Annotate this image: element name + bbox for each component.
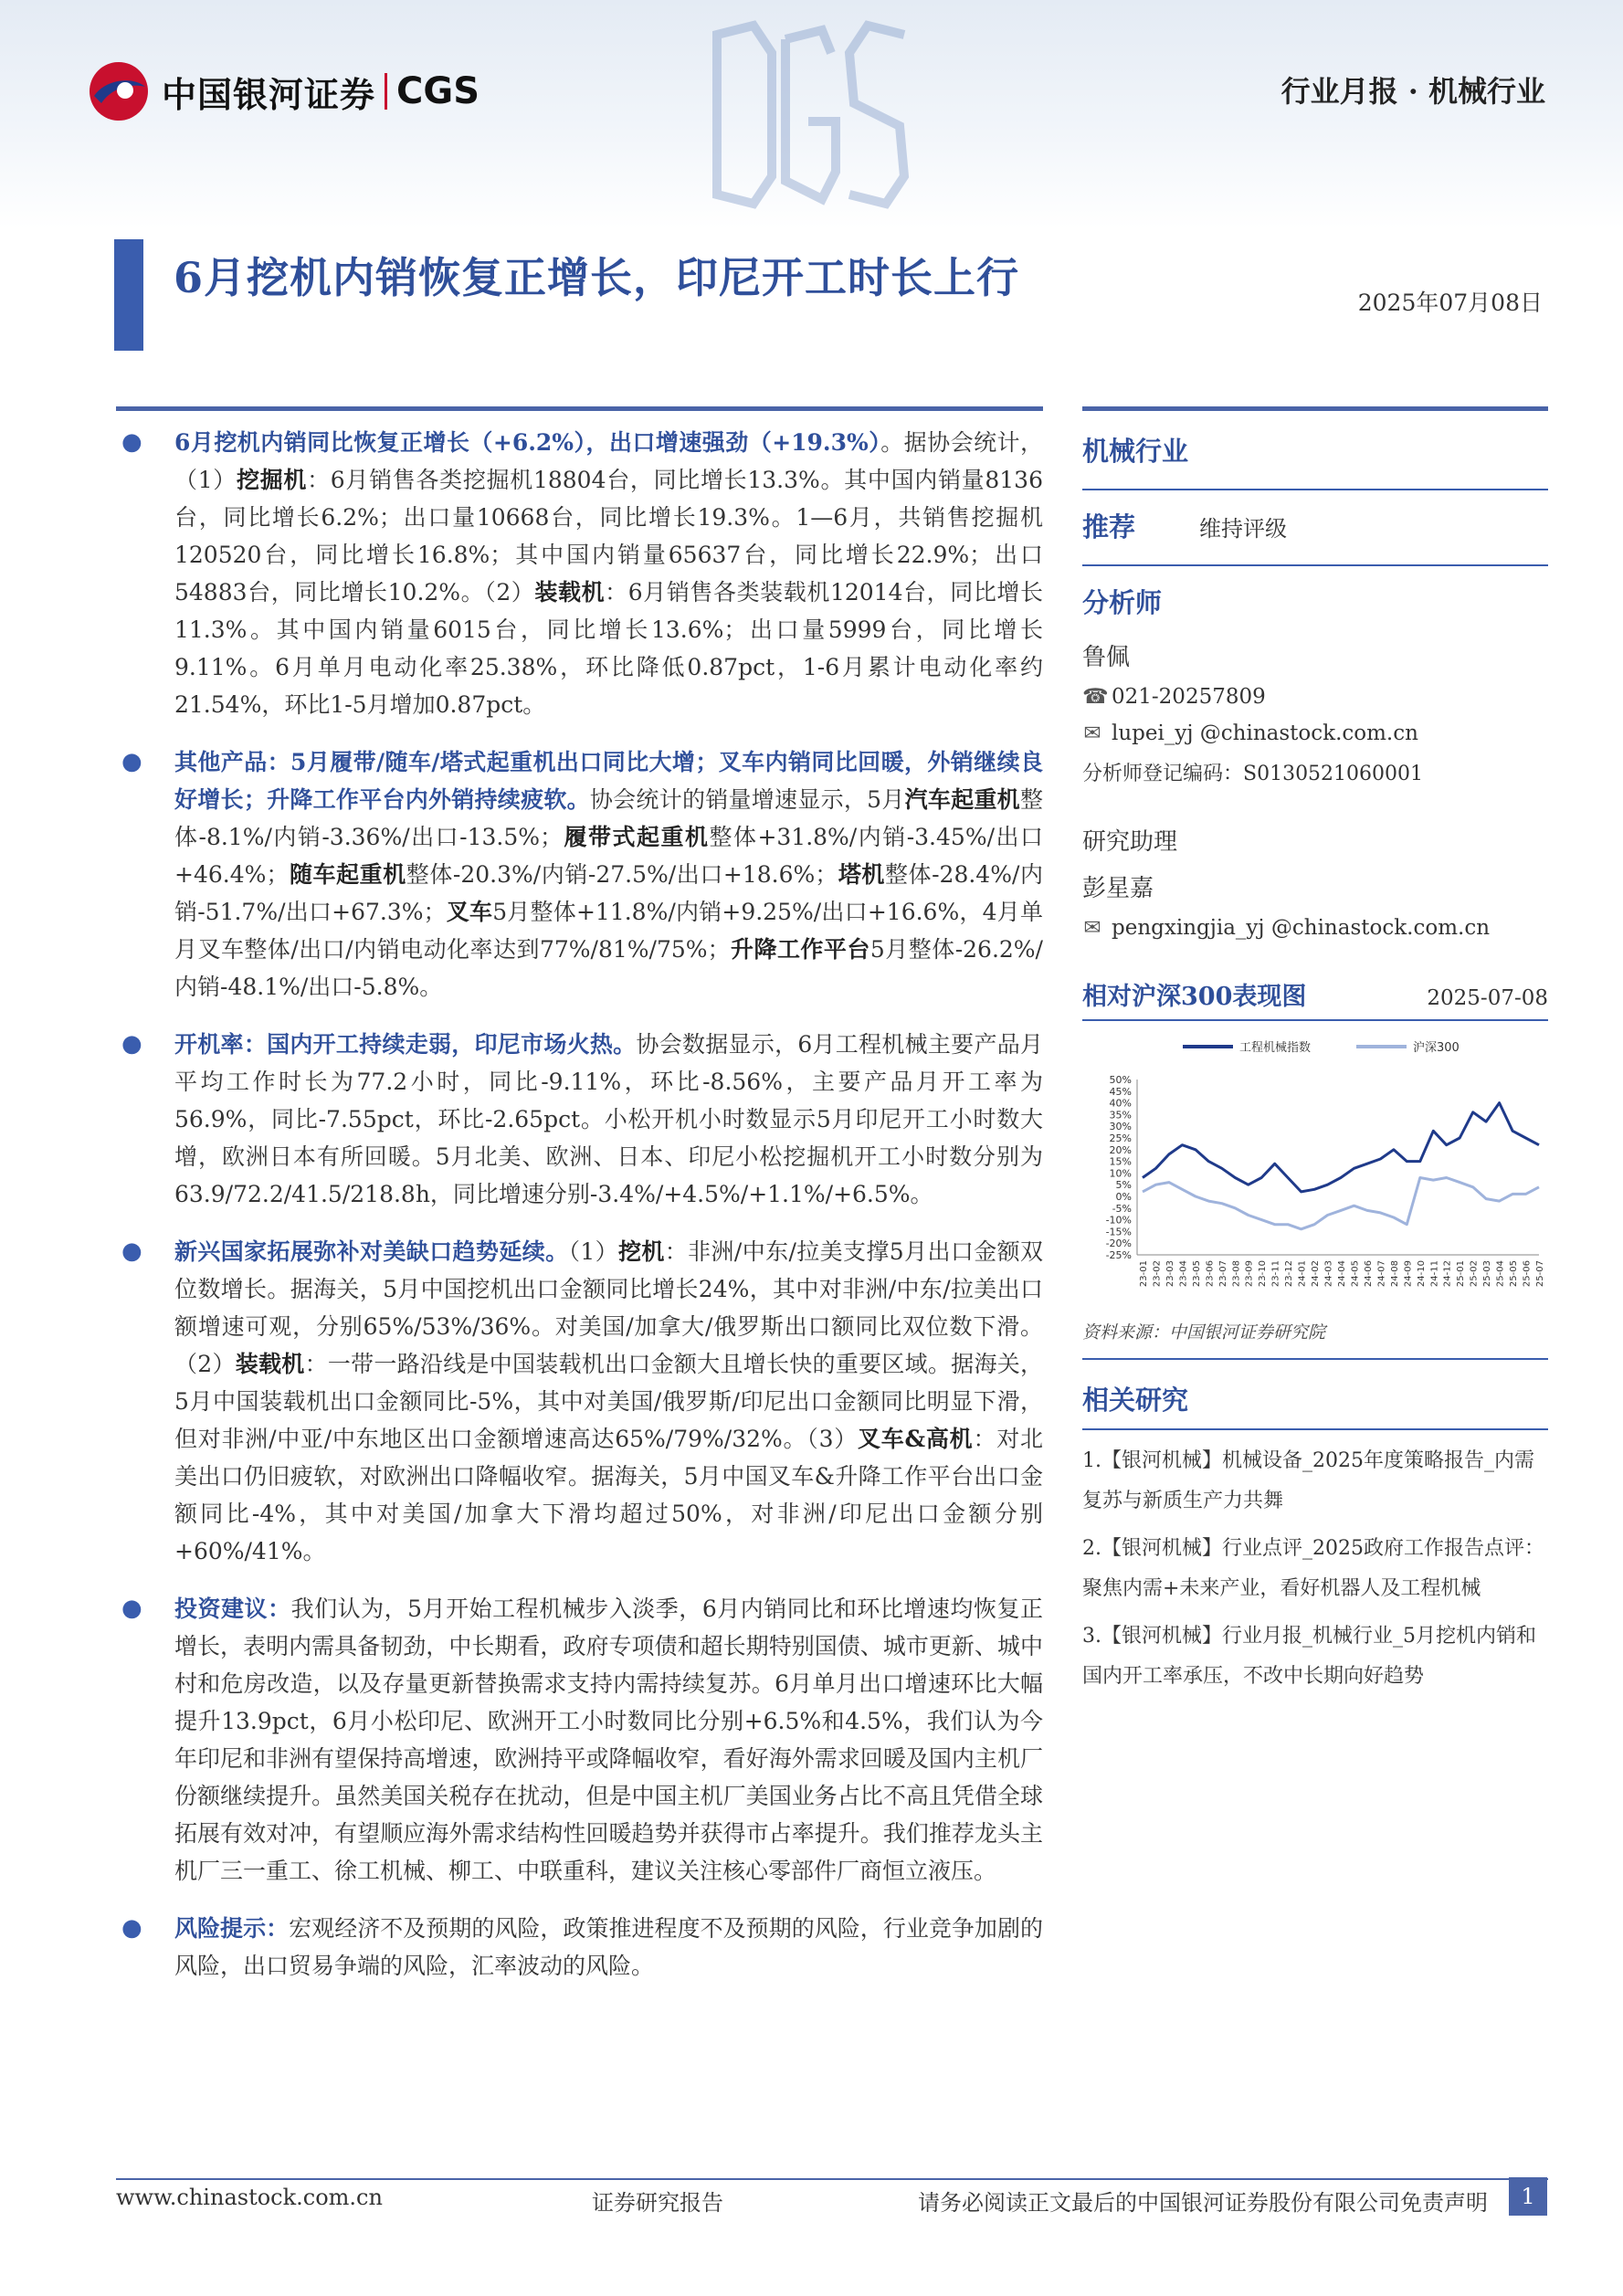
assistant-name: 彭星嘉 [1082, 875, 1154, 902]
para-heading: 开机率：国内开工持续走弱，印尼市场火热。 [174, 1031, 637, 1058]
rating-value: 维持评级 [1199, 516, 1288, 542]
para-text: ：对北美出口仍旧疲软，对欧洲出口降幅收窄。据海关，5月中国叉车&升降工作平台出口金额同比-4%，其中对美国/加拿大下滑均超过50%，对非洲/印尼出口金额分别+60%/41%。 [174, 1426, 1043, 1564]
x-tick-label: 23-10 [1258, 1260, 1269, 1288]
para-heading: 投资建议： [174, 1596, 291, 1622]
series-line [1143, 1103, 1539, 1192]
y-tick-label: 35% [1109, 1109, 1132, 1122]
y-tick-label: 20% [1109, 1143, 1132, 1156]
para-heading: 新兴国家拓展弥补对美缺口趋势延续。 [174, 1238, 569, 1265]
logo-chinese-name: 中国银河证券 [162, 74, 376, 115]
x-tick-label: 24-01 [1297, 1260, 1308, 1288]
bullet-icon: ● [121, 428, 142, 456]
analyst-name: 鲁佩 [1082, 644, 1131, 671]
x-tick-label: 25-04 [1495, 1260, 1506, 1288]
industry-label: 机械行业 [1082, 436, 1189, 467]
y-tick-label: 45% [1109, 1085, 1132, 1098]
chart-header [1082, 976, 1548, 1012]
x-tick-label: 25-03 [1482, 1260, 1493, 1288]
assistant-heading: 研究助理 [1082, 828, 1178, 856]
x-tick-label: 24-12 [1442, 1260, 1453, 1288]
assistant-email[interactable]: pengxingjia_yj @chinastock.com.cn [1112, 916, 1491, 940]
cgs-watermark-logo [708, 16, 918, 213]
galaxy-logo-icon [87, 59, 151, 123]
para-bold: 升降工作平台 [730, 936, 870, 963]
sidebar [1082, 406, 1548, 1697]
chart-x-axis [1137, 1255, 1545, 1287]
y-tick-label: 30% [1109, 1121, 1132, 1133]
para-bold: 挖机 [618, 1238, 665, 1265]
y-tick-label: 0% [1115, 1191, 1132, 1203]
chart-date: 2025-07-08 [1427, 986, 1548, 1010]
legend-label: 工程机械指数 [1239, 1041, 1312, 1055]
sidebar-divider [1082, 1428, 1548, 1430]
main-content [116, 406, 1043, 2005]
para-bold: 装载机 [235, 1351, 305, 1377]
x-tick-label: 24-08 [1389, 1260, 1400, 1288]
y-tick-label: -20% [1105, 1238, 1132, 1250]
paragraph-other-products [116, 743, 1043, 1006]
assistant-email-row [1082, 916, 1548, 940]
analyst-registration: 分析师登记编码：S0130521060001 [1082, 763, 1424, 785]
x-tick-label: 25-06 [1522, 1260, 1533, 1288]
rating-row [1082, 507, 1548, 544]
x-tick-label: 23-12 [1284, 1260, 1295, 1288]
report-date: 2025年07月08日 [1357, 290, 1543, 316]
mail-icon: ✉ [1083, 916, 1101, 940]
y-tick-label: 15% [1109, 1155, 1132, 1168]
paragraph-investment-advice [116, 1590, 1043, 1890]
footer-disclaimer: 请务必阅读正文最后的中国银河证券股份有限公司免责声明 [918, 2190, 1488, 2216]
para-text: 。据协会统计，（1） [174, 429, 1043, 493]
x-tick-label: 24-05 [1350, 1260, 1361, 1288]
legend-label: 沪深300 [1413, 1041, 1460, 1055]
sidebar-divider [1082, 489, 1548, 490]
para-text: （1） [568, 1238, 618, 1265]
analyst-email-row [1082, 721, 1548, 745]
para-text: 整体+31.8%/内销-3.45%/出口+46.4%； [174, 824, 1043, 888]
para-text: 宏观经济不及预期的风险，政策推进程度不及预期的风险，行业竞争加剧的风险，出口贸易争端的风险，汇率波动的风险。 [174, 1915, 1043, 1979]
logo-divider [385, 73, 387, 110]
para-text: 我们认为，5月开始工程机械步入淡季，6月内销同比和环比增速均恢复正增长，表明内需具备韧劲，中长期看，政府专项债和超长期特别国债、城市更新、城中村和危房改造，以及存量更新替换需求支持内需持续复苏。6月单月出口增速环比大幅提升13.9pct，6月小松印尼、欧洲开工小时数同比分别+6.5%和4.5%，我们认为今年印尼和非洲有望保持高增速，欧洲持平或降幅收窄，看好海外需求回暖及国内主机厂份额继续提升。虽然美国关税存在扰动，但是中国主机厂美国业务占比不高且凭借全球拓展有效对冲，有望顺应海外需求结构性回暖趋势并获得市占率提升。我们推荐龙头主机厂三一重工、徐工机械、柳工、中联重科，建议关注核心零部件厂商恒立液压。 [174, 1596, 1043, 1884]
analyst-email[interactable]: lupei_yj @chinastock.com.cn [1112, 721, 1418, 745]
main-top-rule [116, 406, 1043, 411]
x-tick-label: 23-07 [1217, 1260, 1228, 1288]
chart-y-axis [1106, 1074, 1137, 1261]
chart-heading: 相对沪深300表现图 [1082, 983, 1307, 1011]
sidebar-divider [1082, 564, 1548, 566]
paragraph-emerging-markets [116, 1233, 1043, 1570]
x-tick-label: 23-09 [1244, 1260, 1255, 1288]
company-logo [87, 59, 480, 123]
para-bold: 随车起重机 [289, 861, 406, 888]
chart-legend [1183, 1040, 1460, 1055]
y-tick-label: 10% [1109, 1167, 1132, 1180]
x-tick-label: 23-04 [1178, 1260, 1189, 1288]
para-text: 5月整体+11.8%/内销+9.25%/出口+16.6%，4月单月叉车整体/出口/内销电动化率达到77%/81%/75%； [174, 899, 1043, 963]
paragraph-utilization [116, 1026, 1043, 1213]
paragraph-risk-warning [116, 1910, 1043, 1985]
y-tick-label: -5% [1112, 1202, 1132, 1215]
para-text: 整体-20.3%/内销-27.5%/出口+18.6%； [406, 861, 838, 888]
para-bold: 汽车起重机 [904, 786, 1020, 813]
analyst-phone-row [1082, 685, 1548, 709]
x-tick-label: 23-11 [1270, 1260, 1281, 1288]
x-tick-label: 25-01 [1456, 1260, 1467, 1288]
related-research-heading: 相关研究 [1082, 1385, 1189, 1416]
bullet-icon: ● [121, 748, 142, 775]
y-tick-label: -25% [1105, 1249, 1132, 1261]
phone-icon: ☎ [1082, 685, 1109, 709]
chart-source: 资料来源：中国银河证券研究院 [1082, 1322, 1326, 1343]
para-text: 协会数据显示，6月工程机械主要产品月平均工作时长为77.2小时，同比-9.11%，环比-8.56%，主要产品月开工率为56.9%，同比-7.55pct，环比-2.65pct。小松开机小时数显示5月印尼开工小时数大增，欧洲日本有所回暖。5月北美、欧洲、日本、印尼小松挖掘机开工小时数分别为63.9/72.2/41.5/218.8h，同比增速分别-3.4%/+4.5%/+1.1%/+6.5%。 [174, 1031, 1043, 1207]
para-text: 协会统计的销量增速显示，5月 [589, 786, 905, 813]
bullet-icon: ● [121, 1238, 142, 1265]
y-tick-label: -10% [1105, 1214, 1132, 1227]
paragraph-excavator-sales [116, 424, 1043, 723]
para-text: 5月整体-26.2%/内销-48.1%/出口-5.8%。 [174, 936, 1043, 1000]
x-tick-label: 24-06 [1363, 1260, 1374, 1288]
mail-icon: ✉ [1083, 721, 1101, 745]
x-tick-label: 25-05 [1509, 1260, 1520, 1288]
related-research-list [1082, 1441, 1548, 1697]
footer-center-label: 证券研究报告 [592, 2190, 723, 2216]
x-tick-label: 23-02 [1152, 1260, 1163, 1288]
x-tick-label: 23-05 [1191, 1260, 1202, 1288]
x-tick-label: 24-09 [1403, 1260, 1414, 1288]
para-text: ：一带一路沿线是中国装载机出口金额大且增长快的重要区域。据海关，5月中国装载机出口金额同比-5%，其中对美国/俄罗斯/印尼出口金额同比明显下滑，但对非洲/中亚/中东地区出口金额增速高达65%/79%/32%。（3） [174, 1351, 1043, 1452]
x-tick-label: 23-08 [1231, 1260, 1242, 1288]
para-text: ：6月销售各类挖掘机18804台，同比增长13.3%。其中国内销量8136台，同比增长6.2%；出口量10668台，同比增长19.3%。1—6月，共销售挖掘机120520台，同比增长16.8%；其中国内销量65637台，同比增长22.9%；出口54883台，同比增长10.2%。（2） [174, 467, 1043, 606]
x-tick-label: 25-02 [1469, 1260, 1480, 1288]
x-tick-label: 23-01 [1139, 1260, 1149, 1288]
title-accent-bar [114, 239, 143, 351]
x-tick-label: 24-07 [1376, 1260, 1387, 1288]
para-bold: 履带式起重机 [563, 824, 710, 850]
para-text: 整体-28.4%/内销-51.7%/出口+67.3%； [174, 861, 1043, 925]
para-heading: 6月挖机内销同比恢复正增长（+6.2%），出口增速强劲（+19.3%） [174, 429, 881, 456]
para-heading: 风险提示： [174, 1915, 290, 1942]
x-tick-label: 25-07 [1535, 1260, 1545, 1288]
related-research-item[interactable]: 3.【银河机械】行业月报_机械行业_5月挖机内销和国内开工率承压，不改中长期向好趋势 [1082, 1625, 1536, 1688]
sidebar-divider [1082, 1358, 1548, 1360]
related-research-item[interactable]: 1.【银河机械】机械设备_2025年度策略报告_内需复苏与新质生产力共舞 [1082, 1449, 1534, 1512]
y-tick-label: -15% [1105, 1226, 1132, 1238]
x-tick-label: 24-02 [1311, 1260, 1322, 1288]
x-tick-label: 23-03 [1165, 1260, 1175, 1288]
rating-label: 推荐 [1082, 511, 1136, 542]
para-text: 整体-8.1%/内销-3.36%/出口-13.5%； [174, 786, 1043, 850]
chart-series [1143, 1103, 1539, 1229]
para-bold: 挖掘机 [237, 467, 308, 493]
x-tick-label: 24-11 [1429, 1260, 1440, 1288]
footer-rule [116, 2178, 1548, 2180]
x-tick-label: 23-06 [1205, 1260, 1216, 1288]
footer-website[interactable]: www.chinastock.com.cn [116, 2185, 383, 2210]
para-bold: 装载机 [534, 579, 606, 606]
x-tick-label: 24-04 [1337, 1260, 1347, 1288]
para-bold: 叉车 [446, 899, 493, 925]
para-heading: 其他产品：5月履带/随车/塔式起重机出口同比大增；叉车内销同比回暖，外销继续良好增长；升降工作平台内外销持续疲软。 [174, 749, 1043, 813]
y-tick-label: 40% [1109, 1097, 1132, 1110]
sidebar-top-rule [1082, 406, 1548, 411]
y-tick-label: 25% [1109, 1132, 1132, 1144]
bullet-icon: ● [121, 1914, 142, 1942]
y-tick-label: 50% [1109, 1074, 1132, 1086]
x-tick-label: 24-10 [1416, 1260, 1427, 1288]
logo-english-name: CGS [396, 70, 480, 112]
report-type: 行业月报 · 机械行业 [1280, 74, 1545, 109]
x-tick-label: 24-03 [1323, 1260, 1334, 1288]
related-research-item[interactable]: 2.【银河机械】行业点评_2025政府工作报告点评：聚焦内需+未来产业，看好机器人及工程机械 [1082, 1537, 1544, 1600]
y-tick-label: 5% [1115, 1179, 1132, 1192]
para-bold: 叉车&高机 [858, 1426, 974, 1452]
series-line [1143, 1178, 1539, 1229]
para-bold: 塔机 [838, 861, 885, 888]
relative-performance-chart [1082, 1025, 1548, 1317]
page-number: 1 [1509, 2177, 1547, 2216]
bullet-icon: ● [121, 1030, 142, 1058]
bullet-icon: ● [121, 1595, 142, 1622]
analyst-heading: 分析师 [1082, 587, 1163, 618]
sidebar-divider [1082, 1019, 1548, 1021]
para-text: ：非洲/中东/拉美支撑5月出口金额双位数增长。据海关，5月中国挖机出口金额同比增长24%，其中对非洲/中东/拉美出口额增速可观，分别65%/53%/36%。对美国/加拿大/俄罗斯出口额同比双位数下滑。（2） [174, 1238, 1043, 1377]
para-text: ：6月销售各类装载机12014台，同比增长11.3%。其中国内销量6015台，同比增长13.6%；出口量5999台，同比增长9.11%。6月单月电动化率25.38%，环比降低0.87pct，1-6月累计电动化率约21.54%，环比1-5月增加0.87pct。 [174, 579, 1043, 718]
analyst-phone: 021-20257809 [1112, 685, 1266, 709]
report-title: 6月挖机内销恢复正增长，印尼开工时长上行 [174, 253, 1020, 302]
